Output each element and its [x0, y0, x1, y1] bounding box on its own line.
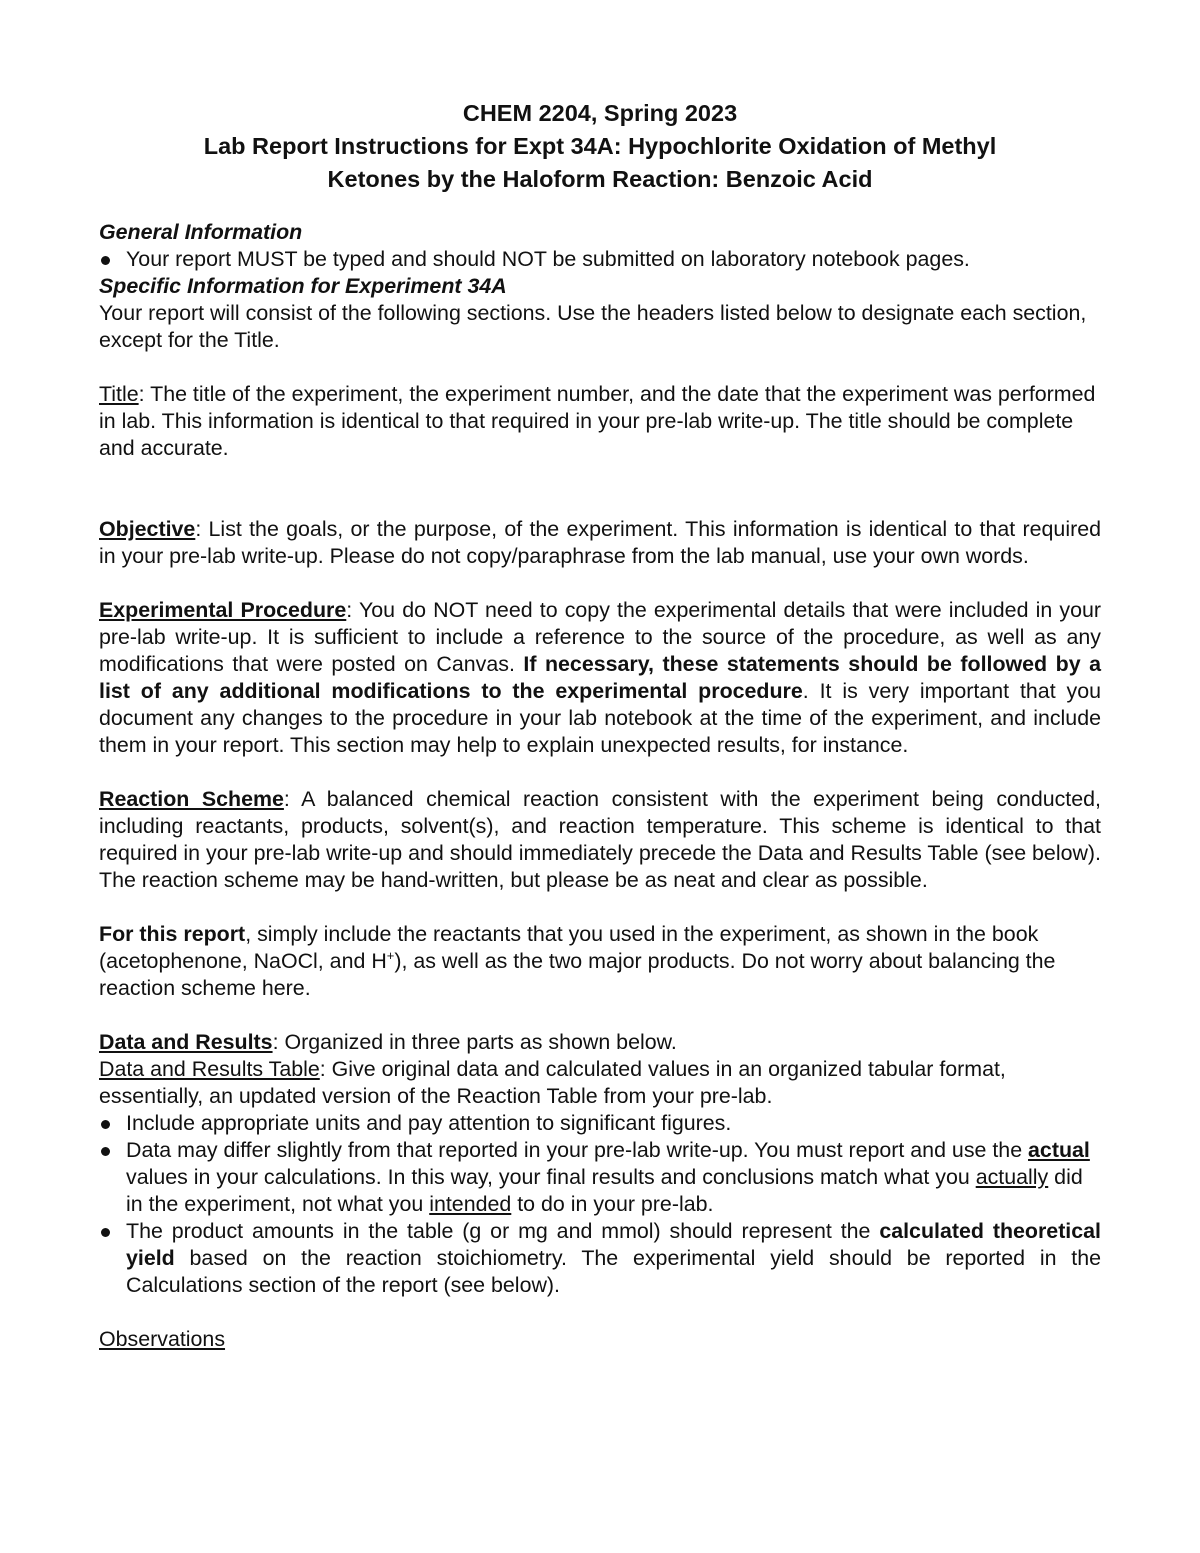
observations-label: Observations — [99, 1327, 226, 1351]
list-item: The product amounts in the table (g or mg and mmol) should represent the calculated theoretical yield based on the reaction stoichiometry. The experimental yield should be reported in the Calculations section of the report (see below). — [99, 1218, 1101, 1299]
data-table-label: Data and Results Table — [99, 1057, 320, 1081]
title-label: Title — [99, 382, 139, 406]
data-results-list — [99, 1110, 1101, 1299]
title-section: Title: The title of the experiment, the experiment number, and the date that the experiment was performed in lab. This information is identical to that required in your pre-lab write-up. The title should be complete and accurate. — [99, 382, 1096, 460]
report-note: For this report, simply include the reactants that you used in the experiment, as shown in the book (acetophenone, NaOCl, and H+), as well as the two major products. Do not worry about balancing the reaction scheme here. — [99, 922, 1056, 1000]
general-info-heading: General Information — [99, 220, 303, 244]
report-title-line2: Ketones by the Haloform Reaction: Benzoic Acid — [327, 166, 873, 192]
scheme-label: Reaction Scheme — [99, 787, 284, 811]
list-item: Include appropriate units and pay attention to significant figures. — [99, 1110, 1101, 1137]
data-results-label: Data and Results — [99, 1030, 273, 1054]
specific-info-heading: Specific Information for Experiment 34A — [99, 274, 507, 298]
document-page — [99, 97, 1101, 1353]
general-info-list — [99, 246, 1101, 273]
course-title: CHEM 2204, Spring 2023 — [462, 100, 738, 126]
objective-section: Objective: List the goals, or the purpose, of the experiment. This information is identical to that required in your pre-lab write-up. Please do not copy/paraphrase from the lab manual, use your own words. — [99, 517, 1101, 568]
scheme-section: Reaction Scheme: A balanced chemical reaction consistent with the experiment being conducted, including reactants, products, solvent(s), and reaction temperature. This scheme is identical to that required in your pre-lab write-up and should immediately precede the Data and Results Table (see below). The reaction scheme may be hand-written, but please be as neat and clear as possible. — [99, 787, 1101, 892]
objective-label: Objective — [99, 517, 196, 541]
list-item: Your report MUST be typed and should NOT be submitted on laboratory notebook pages. — [99, 246, 1101, 273]
report-title-line1: Lab Report Instructions for Expt 34A: Hypochlorite Oxidation of Methyl — [203, 133, 997, 159]
specific-info-intro: Your report will consist of the following sections. Use the headers listed below to designate each section, except for the Title. — [99, 301, 1087, 352]
data-table-desc: Data and Results Table: Give original data and calculated values in an organized tabular format, essentially, an updated version of the Reaction Table from your pre-lab. — [99, 1057, 1006, 1108]
procedure-section: Experimental Procedure: You do NOT need to copy the experimental details that were included in your pre-lab write-up. It is sufficient to include a reference to the source of the procedure, as well as any modifications that were posted on Canvas. If necessary, these statements should be followed by a list of any additional modifications to the experimental procedure. It is very important that you document any changes to the procedure in your lab notebook at the time of the experiment, and include them in your report. This section may help to explain unexpected results, for instance. — [99, 598, 1101, 757]
procedure-label: Experimental Procedure — [99, 598, 347, 622]
data-results-intro: Data and Results: Organized in three parts as shown below. — [99, 1030, 677, 1054]
list-item: Data may differ slightly from that reported in your pre-lab write-up. You must report and use the actual values in your calculations. In this way, your final results and conclusions match what you actually did in the experiment, not what you intended to do in your pre-lab. — [99, 1137, 1101, 1218]
